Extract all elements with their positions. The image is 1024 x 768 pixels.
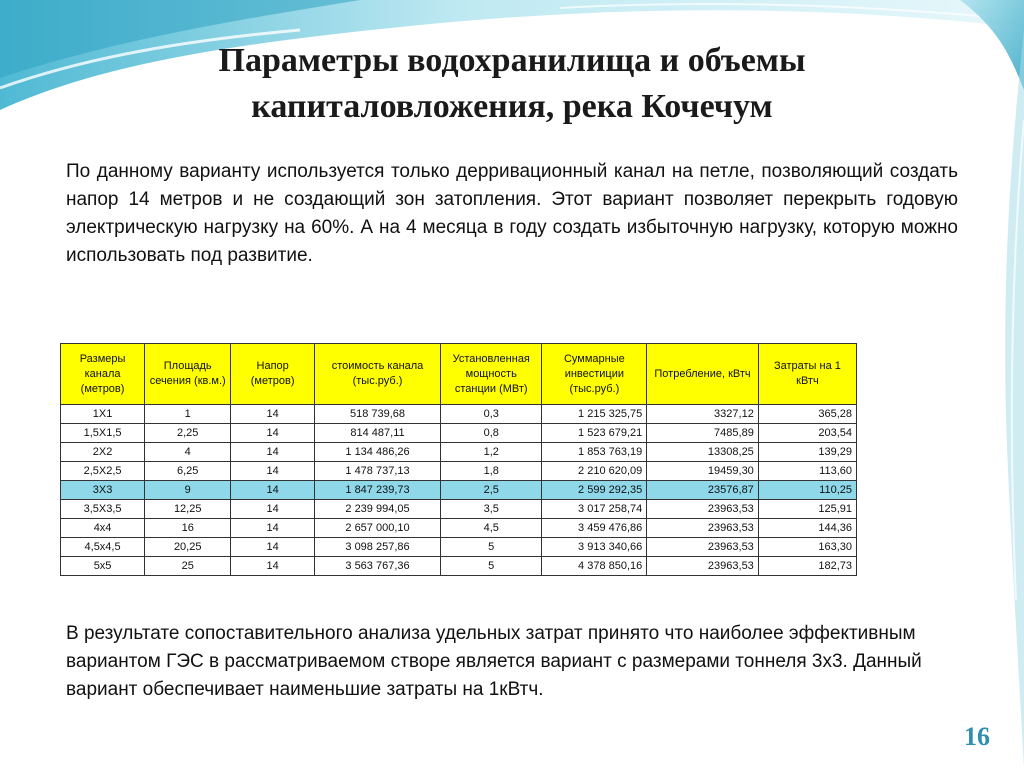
table-cell: 518 739,68: [315, 405, 441, 424]
title-line-1: Параметры водохранилища и объемы: [218, 42, 806, 79]
table-cell: 6,25: [145, 462, 231, 481]
table-cell: 23963,53: [647, 538, 759, 557]
table-cell: 4,5: [441, 519, 542, 538]
table-cell: 3 459 476,86: [542, 519, 647, 538]
table-cell: 4: [145, 443, 231, 462]
column-header: Площадь сечения (кв.м.): [145, 344, 231, 405]
table-cell: 3327,12: [647, 405, 759, 424]
table-cell: 125,91: [758, 500, 856, 519]
table-cell: 139,29: [758, 443, 856, 462]
table-cell: 1: [145, 405, 231, 424]
table-row: [61, 500, 857, 519]
table-cell: 19459,30: [647, 462, 759, 481]
table-cell: 14: [231, 481, 315, 500]
table-cell: 14: [231, 500, 315, 519]
table-cell: 9: [145, 481, 231, 500]
table-row: [61, 424, 857, 443]
column-header: Затраты на 1 кВтч: [758, 344, 856, 405]
table-cell: 203,54: [758, 424, 856, 443]
table-cell: 14: [231, 538, 315, 557]
table-cell: 7485,89: [647, 424, 759, 443]
table-cell: 2,25: [145, 424, 231, 443]
intro-paragraph: По данному варианту используется только дерривационный канал на петле, позволяющий создать напор 14 метров и не создающий зон затопления. Этот вариант позволяет перекрыть годовую электрическую нагрузку на 60%. А на 4 месяца в году создать избыточную нагрузку, которую можно использовать под развитие.: [66, 161, 958, 266]
table-cell: 14: [231, 443, 315, 462]
table-cell: 5: [441, 538, 542, 557]
table-row: [61, 443, 857, 462]
table-cell: 23963,53: [647, 500, 759, 519]
table-cell: 1 478 737,13: [315, 462, 441, 481]
table-cell: 365,28: [758, 405, 856, 424]
table-row: [61, 538, 857, 557]
table-cell: 13308,25: [647, 443, 759, 462]
reservoir-parameters-table: [60, 343, 857, 576]
table-cell: 16: [145, 519, 231, 538]
table-cell: 1 134 486,26: [315, 443, 441, 462]
table-cell: 3 913 340,66: [542, 538, 647, 557]
table-cell: 5х5: [61, 557, 145, 576]
table-cell: 1,8: [441, 462, 542, 481]
table-cell: 2,5: [441, 481, 542, 500]
table-cell: 1,5Х1,5: [61, 424, 145, 443]
table-cell: 2 239 994,05: [315, 500, 441, 519]
table-row: [61, 462, 857, 481]
table-cell: 20,25: [145, 538, 231, 557]
table-cell: 14: [231, 462, 315, 481]
table-cell: 113,60: [758, 462, 856, 481]
table-cell: 12,25: [145, 500, 231, 519]
table-cell: 1 847 239,73: [315, 481, 441, 500]
table-cell: 3 017 258,74: [542, 500, 647, 519]
table-cell: 23576,87: [647, 481, 759, 500]
table-cell: 14: [231, 557, 315, 576]
table-row: [61, 557, 857, 576]
table-cell: 0,8: [441, 424, 542, 443]
table-cell: 25: [145, 557, 231, 576]
column-header: Установленная мощность станции (МВт): [441, 344, 542, 405]
table-cell: 5: [441, 557, 542, 576]
table-cell: 0,3: [441, 405, 542, 424]
column-header: Напор (метров): [231, 344, 315, 405]
table-cell: 110,25: [758, 481, 856, 500]
table-cell: 14: [231, 519, 315, 538]
title-line-2: капиталовложения, река Кочечум: [251, 88, 773, 125]
slide-title: [100, 38, 924, 130]
table-cell: 14: [231, 424, 315, 443]
table-cell: 1 853 763,19: [542, 443, 647, 462]
table-header-row: [61, 344, 857, 405]
table-cell: 182,73: [758, 557, 856, 576]
table-cell: 23963,53: [647, 519, 759, 538]
table-cell: 1 215 325,75: [542, 405, 647, 424]
table-cell: 2 599 292,35: [542, 481, 647, 500]
column-header: Размеры канала (метров): [61, 344, 145, 405]
table-cell: 2 210 620,09: [542, 462, 647, 481]
page-number: 16: [964, 722, 990, 751]
table-row: [61, 405, 857, 424]
table-cell: 2,5Х2,5: [61, 462, 145, 481]
column-header: Потребление, кВтч: [647, 344, 759, 405]
table-cell: 2Х2: [61, 443, 145, 462]
table-cell: 814 487,11: [315, 424, 441, 443]
table-row: [61, 481, 857, 500]
table-cell: 3,5Х3,5: [61, 500, 145, 519]
table-cell: 163,30: [758, 538, 856, 557]
column-header: стоимость канала (тыс.руб.): [315, 344, 441, 405]
table-cell: 1Х1: [61, 405, 145, 424]
table-row: [61, 519, 857, 538]
table-cell: 3 098 257,86: [315, 538, 441, 557]
column-header: Суммарные инвестиции (тыс.руб.): [542, 344, 647, 405]
table-cell: 3,5: [441, 500, 542, 519]
table-cell: 14: [231, 405, 315, 424]
table-cell: 144,36: [758, 519, 856, 538]
table-cell: 4 378 850,16: [542, 557, 647, 576]
table-cell: 1,2: [441, 443, 542, 462]
table-cell: 4х4: [61, 519, 145, 538]
table-cell: 2 657 000,10: [315, 519, 441, 538]
conclusion-paragraph: В результате сопоставительного анализа удельных затрат принято что наиболее эффективным вариантом ГЭС в рассматриваемом створе является вариант с размерами тоннеля 3х3. Данный вариант обеспечивает наименьшие затраты на 1кВтч.: [66, 623, 922, 700]
table-cell: 3Х3: [61, 481, 145, 500]
table-cell: 23963,53: [647, 557, 759, 576]
table-cell: 3 563 767,36: [315, 557, 441, 576]
table-cell: 4,5х4,5: [61, 538, 145, 557]
table-cell: 1 523 679,21: [542, 424, 647, 443]
